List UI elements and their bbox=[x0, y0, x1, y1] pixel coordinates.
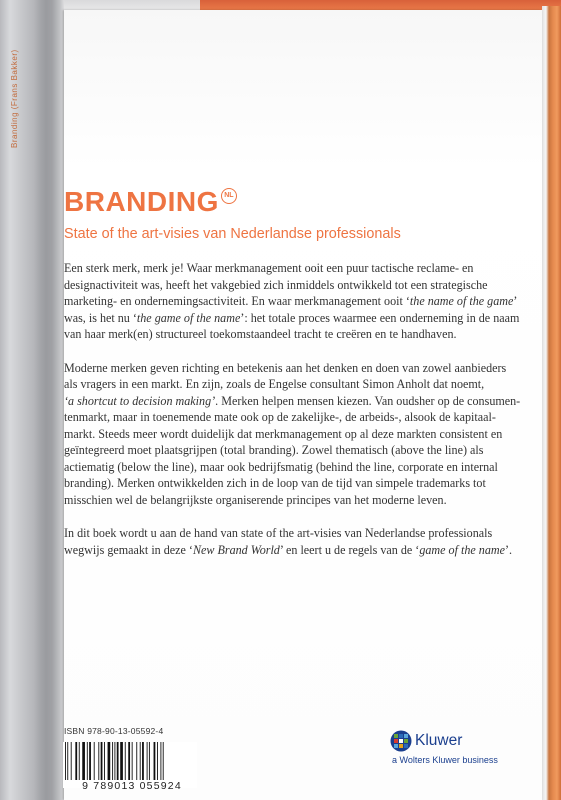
text-run: was, is het nu ‘ bbox=[64, 310, 137, 325]
italic-run: New Brand World bbox=[192, 542, 280, 557]
text-run: ’: het totale proces waarmee een onderneming in de naam bbox=[240, 310, 520, 325]
book-subtitle: State of the art-visies van Nederlandse professionals bbox=[64, 226, 401, 242]
text-line bbox=[64, 393, 554, 410]
blurb-paragraph-2 bbox=[64, 360, 554, 509]
text-run: ’ bbox=[513, 294, 518, 308]
text-line: Een sterk merk, merk je! Waar merkmanagement ooit een puur tactische reclame- en bbox=[64, 261, 474, 275]
text-line bbox=[64, 542, 554, 559]
title-text: BRANDING bbox=[64, 186, 219, 217]
text-line: In dit boek wordt u aan de hand van state of the art-visies van Nederlandse professionals bbox=[64, 526, 493, 540]
text-run: . Merken helpen mensen kiezen. Van oudsher op de consumen- bbox=[215, 393, 521, 408]
barcode-bars bbox=[63, 742, 197, 780]
text-line: markt. Steeds meer wordt duidelijk dat merkmanagement op al deze markten consistent en bbox=[64, 426, 503, 441]
italic-run: ‘a shortcut to decision making’ bbox=[64, 393, 216, 408]
italic-run: the game of the name bbox=[136, 310, 241, 325]
book-title bbox=[64, 188, 237, 216]
text-run: wegwijs gemaakt in deze ‘ bbox=[64, 542, 193, 557]
spine-label: Branding (Frans Bakker) bbox=[10, 49, 19, 149]
italic-run: game of the name bbox=[419, 542, 505, 557]
publisher-logo bbox=[390, 730, 540, 770]
text-line: actiematig (below the line), maar ook bedrijfsmatig (behind the line, corporate en internal bbox=[64, 459, 498, 474]
publisher-tagline: a Wolters Kluwer business bbox=[392, 755, 498, 765]
text-line: branding). Merken ontwikkelden zich in de loop van de tijd van simpele trademarks tot bbox=[64, 476, 486, 490]
text-line bbox=[64, 293, 554, 310]
text-run: marketing- en ondernemingsactiviteit. En waar merkmanagement ooit ‘ bbox=[64, 294, 410, 308]
nl-badge: NL bbox=[221, 188, 237, 204]
kluwer-mosaic-icon bbox=[390, 730, 412, 752]
text-line: als vragers in een markt. En zijn, zoals de Engelse consultant Simon Anholt dat noemt, bbox=[64, 377, 485, 391]
blurb-paragraph-1 bbox=[64, 260, 554, 343]
text-line: misschien wel de belangrijkste organiserende principes van het moderne leven. bbox=[64, 492, 447, 507]
text-line bbox=[64, 310, 554, 327]
text-line: Moderne merken geven richting en betekenis aan het denken en doen van zowel aanbieders bbox=[64, 360, 507, 375]
italic-run: the name of the game bbox=[409, 294, 514, 308]
text-run: ’. bbox=[504, 542, 513, 557]
text-run: ’ en leert u de regels van de ‘ bbox=[279, 542, 420, 557]
text-line: tenmarkt, maar in toenemende mate ook op de zakelijke-, de arbeids-, alsook de kapitaal- bbox=[64, 410, 496, 424]
text-line: geïntegreerd moet plaatsgrijpen (total branding). Zowel thematisch (above the line) als bbox=[64, 443, 484, 457]
barcode-number: 9 789013 055924 bbox=[82, 780, 182, 792]
isbn-label: ISBN 978-90-13-05592-4 bbox=[64, 726, 164, 736]
blurb bbox=[64, 260, 554, 575]
text-line: van haar merk(en) structureel toekomstaandeel tracht te creëren en te handhaven. bbox=[64, 327, 457, 341]
blurb-paragraph-3 bbox=[64, 525, 554, 558]
text-line: designactiviteit was, heeft het vakgebied zich inmiddels ontwikkeld tot een strategische bbox=[64, 277, 488, 292]
publisher-name: Kluwer bbox=[415, 732, 463, 749]
